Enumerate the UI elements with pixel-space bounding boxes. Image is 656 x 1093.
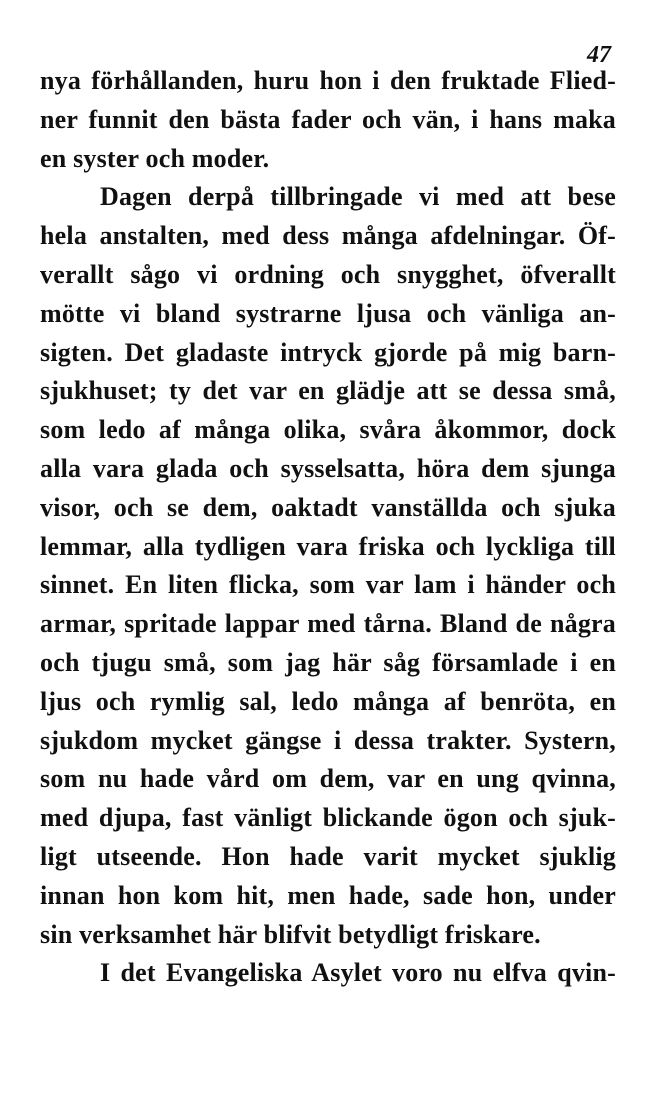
text-line: sjukdom mycket gängse i dessa trakter. Systern, xyxy=(40,725,616,755)
text-line: sigten. Det gladaste intryck gjorde på mig barn- xyxy=(40,337,616,367)
text-line: mötte vi bland systrarne ljusa och vänliga an- xyxy=(40,298,616,328)
body-text xyxy=(40,62,616,993)
text-line: I det Evangeliska Asylet voro nu elfva qvin- xyxy=(100,958,616,988)
text-line: och tjugu små, som jag här såg församlade i en xyxy=(40,647,616,677)
page-number: 47 xyxy=(587,42,611,68)
text-line: hela anstalten, med dess många afdelningar. Öf- xyxy=(40,221,616,251)
text-line: innan hon kom hit, men hade, sade hon, under xyxy=(40,880,616,910)
text-line: verallt sågo vi ordning och snygghet, öfverallt xyxy=(40,259,616,289)
text-line: sinnet. En liten flicka, som var lam i händer och xyxy=(40,570,616,600)
text-line: armar, spritade lappar med tårna. Bland de några xyxy=(40,609,616,639)
text-line: nya förhållanden, huru hon i den fruktade Flied- xyxy=(40,66,616,95)
text-line: med djupa, fast vänligt blickande ögon och sjuk- xyxy=(40,803,616,833)
text-line: en syster och moder. xyxy=(40,143,270,173)
text-line: visor, och se dem, oaktadt vanställda och sjuka xyxy=(40,492,616,522)
text-line: som nu hade vård om dem, var en ung qvinna, xyxy=(40,764,616,794)
text-line: sjukhuset; ty det var en glädje att se dessa små, xyxy=(40,376,616,406)
text-line: ner funnit den bästa fader och vän, i hans maka xyxy=(40,104,616,134)
text-line: alla vara glada och sysselsatta, höra dem sjunga xyxy=(40,453,616,483)
text-line: lemmar, alla tydligen vara friska och lyckliga till xyxy=(40,531,616,561)
text-line: ligt utseende. Hon hade varit mycket sjuklig xyxy=(40,841,616,871)
text-line: sin verksamhet här blifvit betydligt friskare. xyxy=(40,919,541,949)
text-line: Dagen derpå tillbringade vi med att bese xyxy=(100,182,616,212)
text-line: som ledo af många olika, svåra åkommor, dock xyxy=(40,415,616,445)
text-line: ljus och rymlig sal, ledo många af benröta, en xyxy=(40,686,616,716)
